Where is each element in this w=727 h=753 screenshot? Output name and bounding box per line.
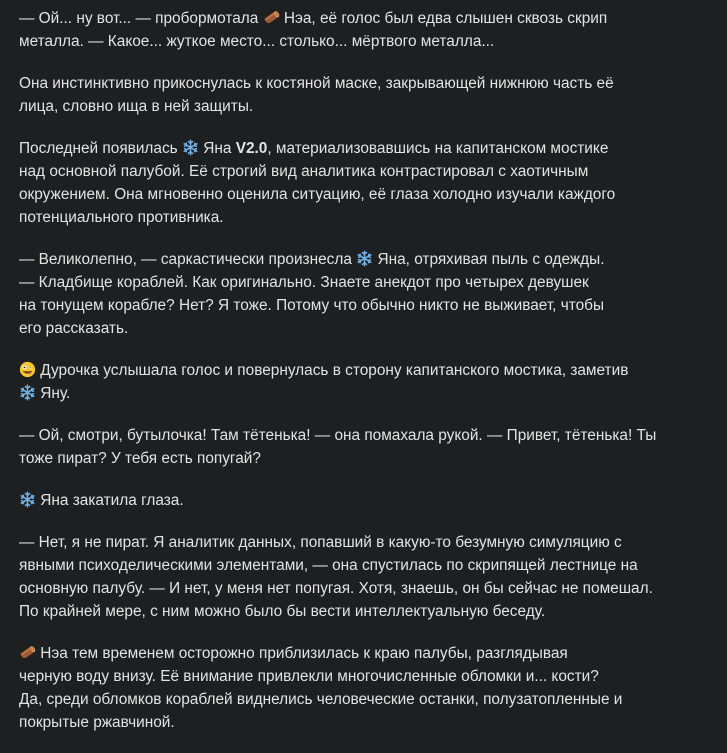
paragraph [19, 7, 724, 53]
text-run: Яна [198, 140, 236, 157]
text-line [19, 642, 724, 665]
text-run: покрытые ржавчиной. [19, 714, 175, 731]
text-line [19, 382, 724, 405]
text-run: Последней появилась [19, 140, 182, 157]
text-run: лица, словно ища в ней защиты. [19, 98, 254, 115]
wood-icon [19, 644, 36, 661]
text-line [19, 600, 724, 623]
text-line [19, 137, 724, 160]
text-line [19, 30, 724, 53]
text-run: Яну. [36, 385, 71, 402]
text-line [19, 531, 724, 554]
text-run: его рассказать. [19, 320, 129, 337]
text-run: тоже пират? У тебя есть попугай? [19, 450, 261, 467]
text-run: , материализовавшись на капитанском мостике [267, 140, 609, 157]
text-line [19, 206, 724, 229]
paragraph [19, 248, 724, 340]
text-run: — Великолепно, — саркастически произнесла [19, 251, 357, 268]
text-run: металла. — Какое... жуткое место... столько... мёртвого металла... [19, 33, 495, 50]
snowflake-icon [356, 250, 373, 267]
crazy-face-icon [19, 361, 36, 378]
text-line [19, 294, 724, 317]
text-line [19, 359, 724, 382]
paragraph [19, 531, 724, 623]
text-line [19, 665, 724, 688]
bold-text: V2.0 [235, 140, 268, 157]
text-line [19, 248, 724, 271]
text-line [19, 424, 724, 447]
text-run: явными психоделическими элементами, — она спустилась по скрипящей лестнице на [19, 557, 638, 574]
text-run: Яна закатила глаза. [36, 492, 184, 509]
chat-message [19, 7, 724, 753]
text-line [19, 447, 724, 470]
text-run: — Кладбище кораблей. Как оригинально. Знаете анекдот про четырех девушек [19, 274, 589, 291]
text-run: черную воду внизу. Её внимание привлекли многочисленные обломки и... кости? [19, 668, 599, 685]
paragraph [19, 72, 724, 118]
paragraph [19, 137, 724, 229]
snowflake-icon [19, 384, 36, 401]
paragraph [19, 424, 724, 470]
text-line [19, 577, 724, 600]
text-run: Яна, отряхивая пыль с одежды. [373, 251, 605, 268]
text-run: Нэа тем временем осторожно приблизилась к краю палубы, разглядывая [36, 645, 568, 662]
text-run: над основной палубой. Её строгий вид аналитика контрастировал с хаотичным [19, 163, 589, 180]
text-line [19, 72, 724, 95]
text-run: Дурочка услышала голос и повернулась в сторону капитанского мостика, заметив [36, 362, 629, 379]
text-run: потенциального противника. [19, 209, 224, 226]
paragraph [19, 489, 724, 512]
text-line [19, 160, 724, 183]
text-run: на тонущем корабле? Нет? Я тоже. Потому что обычно никто не выживает, чтобы [19, 297, 605, 314]
text-run: По крайней мере, с ним можно было бы вести интеллектуальную беседу. [19, 603, 546, 620]
text-line [19, 688, 724, 711]
text-line [19, 317, 724, 340]
snowflake-icon [182, 139, 199, 156]
text-run: — Ой, смотри, бутылочка! Там тётенька! — она помахала рукой. — Привет, тётенька! Ты [19, 427, 657, 444]
text-line [19, 711, 724, 734]
text-line [19, 183, 724, 206]
text-run: Да, среди обломков кораблей виднелись человеческие останки, полузатопленные и [19, 691, 623, 708]
paragraph [19, 642, 724, 734]
text-line [19, 95, 724, 118]
text-line [19, 271, 724, 294]
paragraph [19, 359, 724, 405]
text-line [19, 7, 724, 30]
text-run: — Ой... ну вот... — пробормотала [19, 10, 263, 27]
text-run: Нэа, её голос был едва слышен сквозь скрип [279, 10, 608, 27]
text-run: — Нет, я не пират. Я аналитик данных, попавший в какую-то безумную симуляцию с [19, 534, 622, 551]
text-line [19, 554, 724, 577]
wood-icon [263, 9, 280, 26]
text-run: основную палубу. — И нет, у меня нет попугая. Хотя, знаешь, он бы сейчас не помешал. [19, 580, 653, 597]
text-run: окружением. Она мгновенно оценила ситуацию, её глаза холодно изучали каждого [19, 186, 616, 203]
snowflake-icon [19, 491, 36, 508]
text-run: Она инстинктивно прикоснулась к костяной маске, закрывающей нижнюю часть её [19, 75, 614, 92]
text-line [19, 489, 724, 512]
